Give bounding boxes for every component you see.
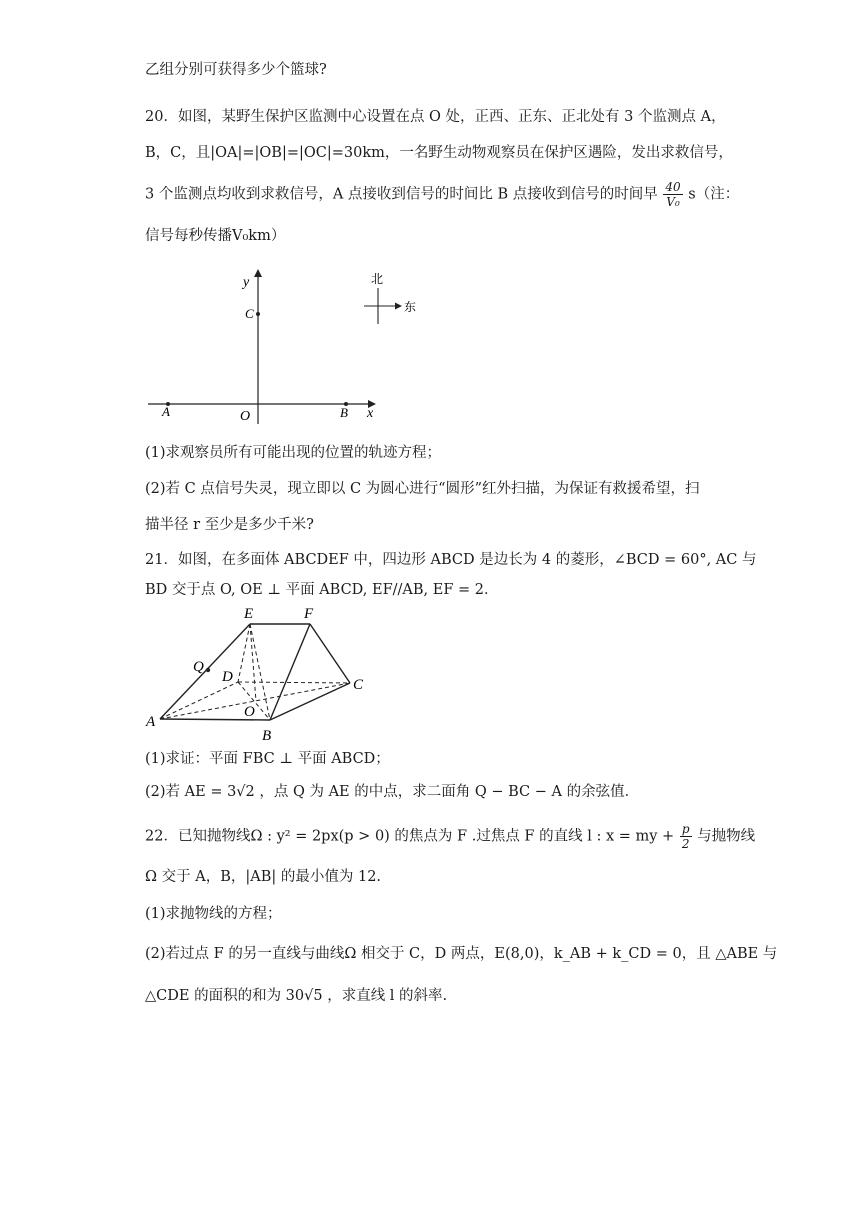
label-e: E xyxy=(244,606,254,622)
q20-fraction-num: 40 xyxy=(665,180,681,194)
q22-fraction-den: 2 xyxy=(681,837,690,851)
label-a: A xyxy=(162,404,170,419)
q22-line-1 xyxy=(145,822,755,851)
q22-line-1-text: 22．已知抛物线Ω : y² = 2px(p > 0) 的焦点为 F .过焦点 F 的直线 l : x = my + xyxy=(145,828,675,845)
label-x: x xyxy=(367,406,374,421)
q21-polyhedron-figure xyxy=(140,600,380,744)
q22-fraction-num: p xyxy=(681,822,690,836)
q20-line-3 xyxy=(145,180,739,209)
q20-fraction xyxy=(663,180,682,209)
compass-east-label: 东 xyxy=(404,300,417,314)
q21-part-2: (2)若 AE = 3√2 ，点 Q 为 AE 的中点，求二面角 Q − BC − A 的余弦值． xyxy=(145,784,640,800)
compass-north-label: 北 xyxy=(371,272,384,286)
label-d: D xyxy=(222,669,233,685)
point-q xyxy=(206,668,210,672)
q20-fraction-den: V₀ xyxy=(666,195,680,209)
q22-part-2-line-1: (2)若过点 F 的另一直线与曲线Ω 相交于 C，D 两点，E(8,0)，k_AB + k_CD = 0，且 △ABE 与 xyxy=(145,946,778,962)
label-o: O xyxy=(240,409,251,424)
q20-coordinate-figure xyxy=(140,262,430,432)
q21-line-2: BD 交于点 O, OE ⊥ 平面 ABCD, EF//AB, EF = 2． xyxy=(145,582,499,598)
q21-part-1: (1)求证：平面 FBC ⊥ 平面 ABCD； xyxy=(145,751,390,767)
q20-part-2-line-1: (2)若 C 点信号失灵，现立即以 C 为圆心进行“圆形”红外扫描，为保证有救援希望，扫 xyxy=(145,481,700,497)
q22-line-2: Ω 交于 A，B，|AB| 的最小值为 12. xyxy=(145,869,382,885)
q20-line-3-text: 3 个监测点均收到求救信号，A 点接收到信号的时间比 B 点接收到信号的时间早 xyxy=(145,186,658,203)
edge-ad xyxy=(160,682,238,719)
label-a: A xyxy=(146,714,156,730)
q20-line-3-suffix: s（注： xyxy=(688,186,740,203)
segment-eo xyxy=(250,624,256,701)
edge-ed xyxy=(238,624,250,682)
label-q: Q xyxy=(193,659,204,675)
q20-line-4: 信号每秒传播V₀km） xyxy=(145,228,286,244)
q19-tail: 乙组分别可获得多少个篮球? xyxy=(145,62,327,78)
label-b: B xyxy=(262,728,272,744)
q20-line-2: B，C，且|OA|=|OB|=|OC|=30km，一名野生动物观察员在保护区遇险，发出求救信号， xyxy=(145,145,733,161)
q22-line-1-suffix: 与抛物线 xyxy=(697,828,756,845)
label-c: C xyxy=(245,306,254,321)
label-y: y xyxy=(243,275,250,290)
edge-fb xyxy=(270,624,310,720)
y-axis-arrow-icon xyxy=(254,269,262,277)
label-f: F xyxy=(304,606,314,622)
q22-part-2-line-2: △CDE 的面积的和为 30√5 ，求直线 l 的斜率. xyxy=(145,988,448,1004)
point-c xyxy=(256,312,260,316)
q21-line-1: 21．如图，在多面体 ABCDEF 中，四边形 ABCD 是边长为 4 的菱形，∠BCD = 60°, AC 与 xyxy=(145,552,757,568)
q20-line-1: 20．如图，某野生保护区监测中心设置在点 O 处，正西、正东、正北处有 3 个监测点 A， xyxy=(145,109,726,125)
q22-part-1: (1)求抛物线的方程； xyxy=(145,906,282,922)
compass-east-arrow-icon xyxy=(395,303,402,310)
label-b: B xyxy=(340,405,348,420)
label-c: C xyxy=(353,677,364,693)
label-o: O xyxy=(244,704,255,720)
edge-bc xyxy=(270,683,350,720)
q20-part-1: (1)求观察员所有可能出现的位置的轨迹方程； xyxy=(145,445,442,461)
q22-fraction xyxy=(680,822,692,851)
edge-fc xyxy=(310,624,350,683)
q20-part-2-line-2: 描半径 r 至少是多少千米? xyxy=(145,517,314,533)
